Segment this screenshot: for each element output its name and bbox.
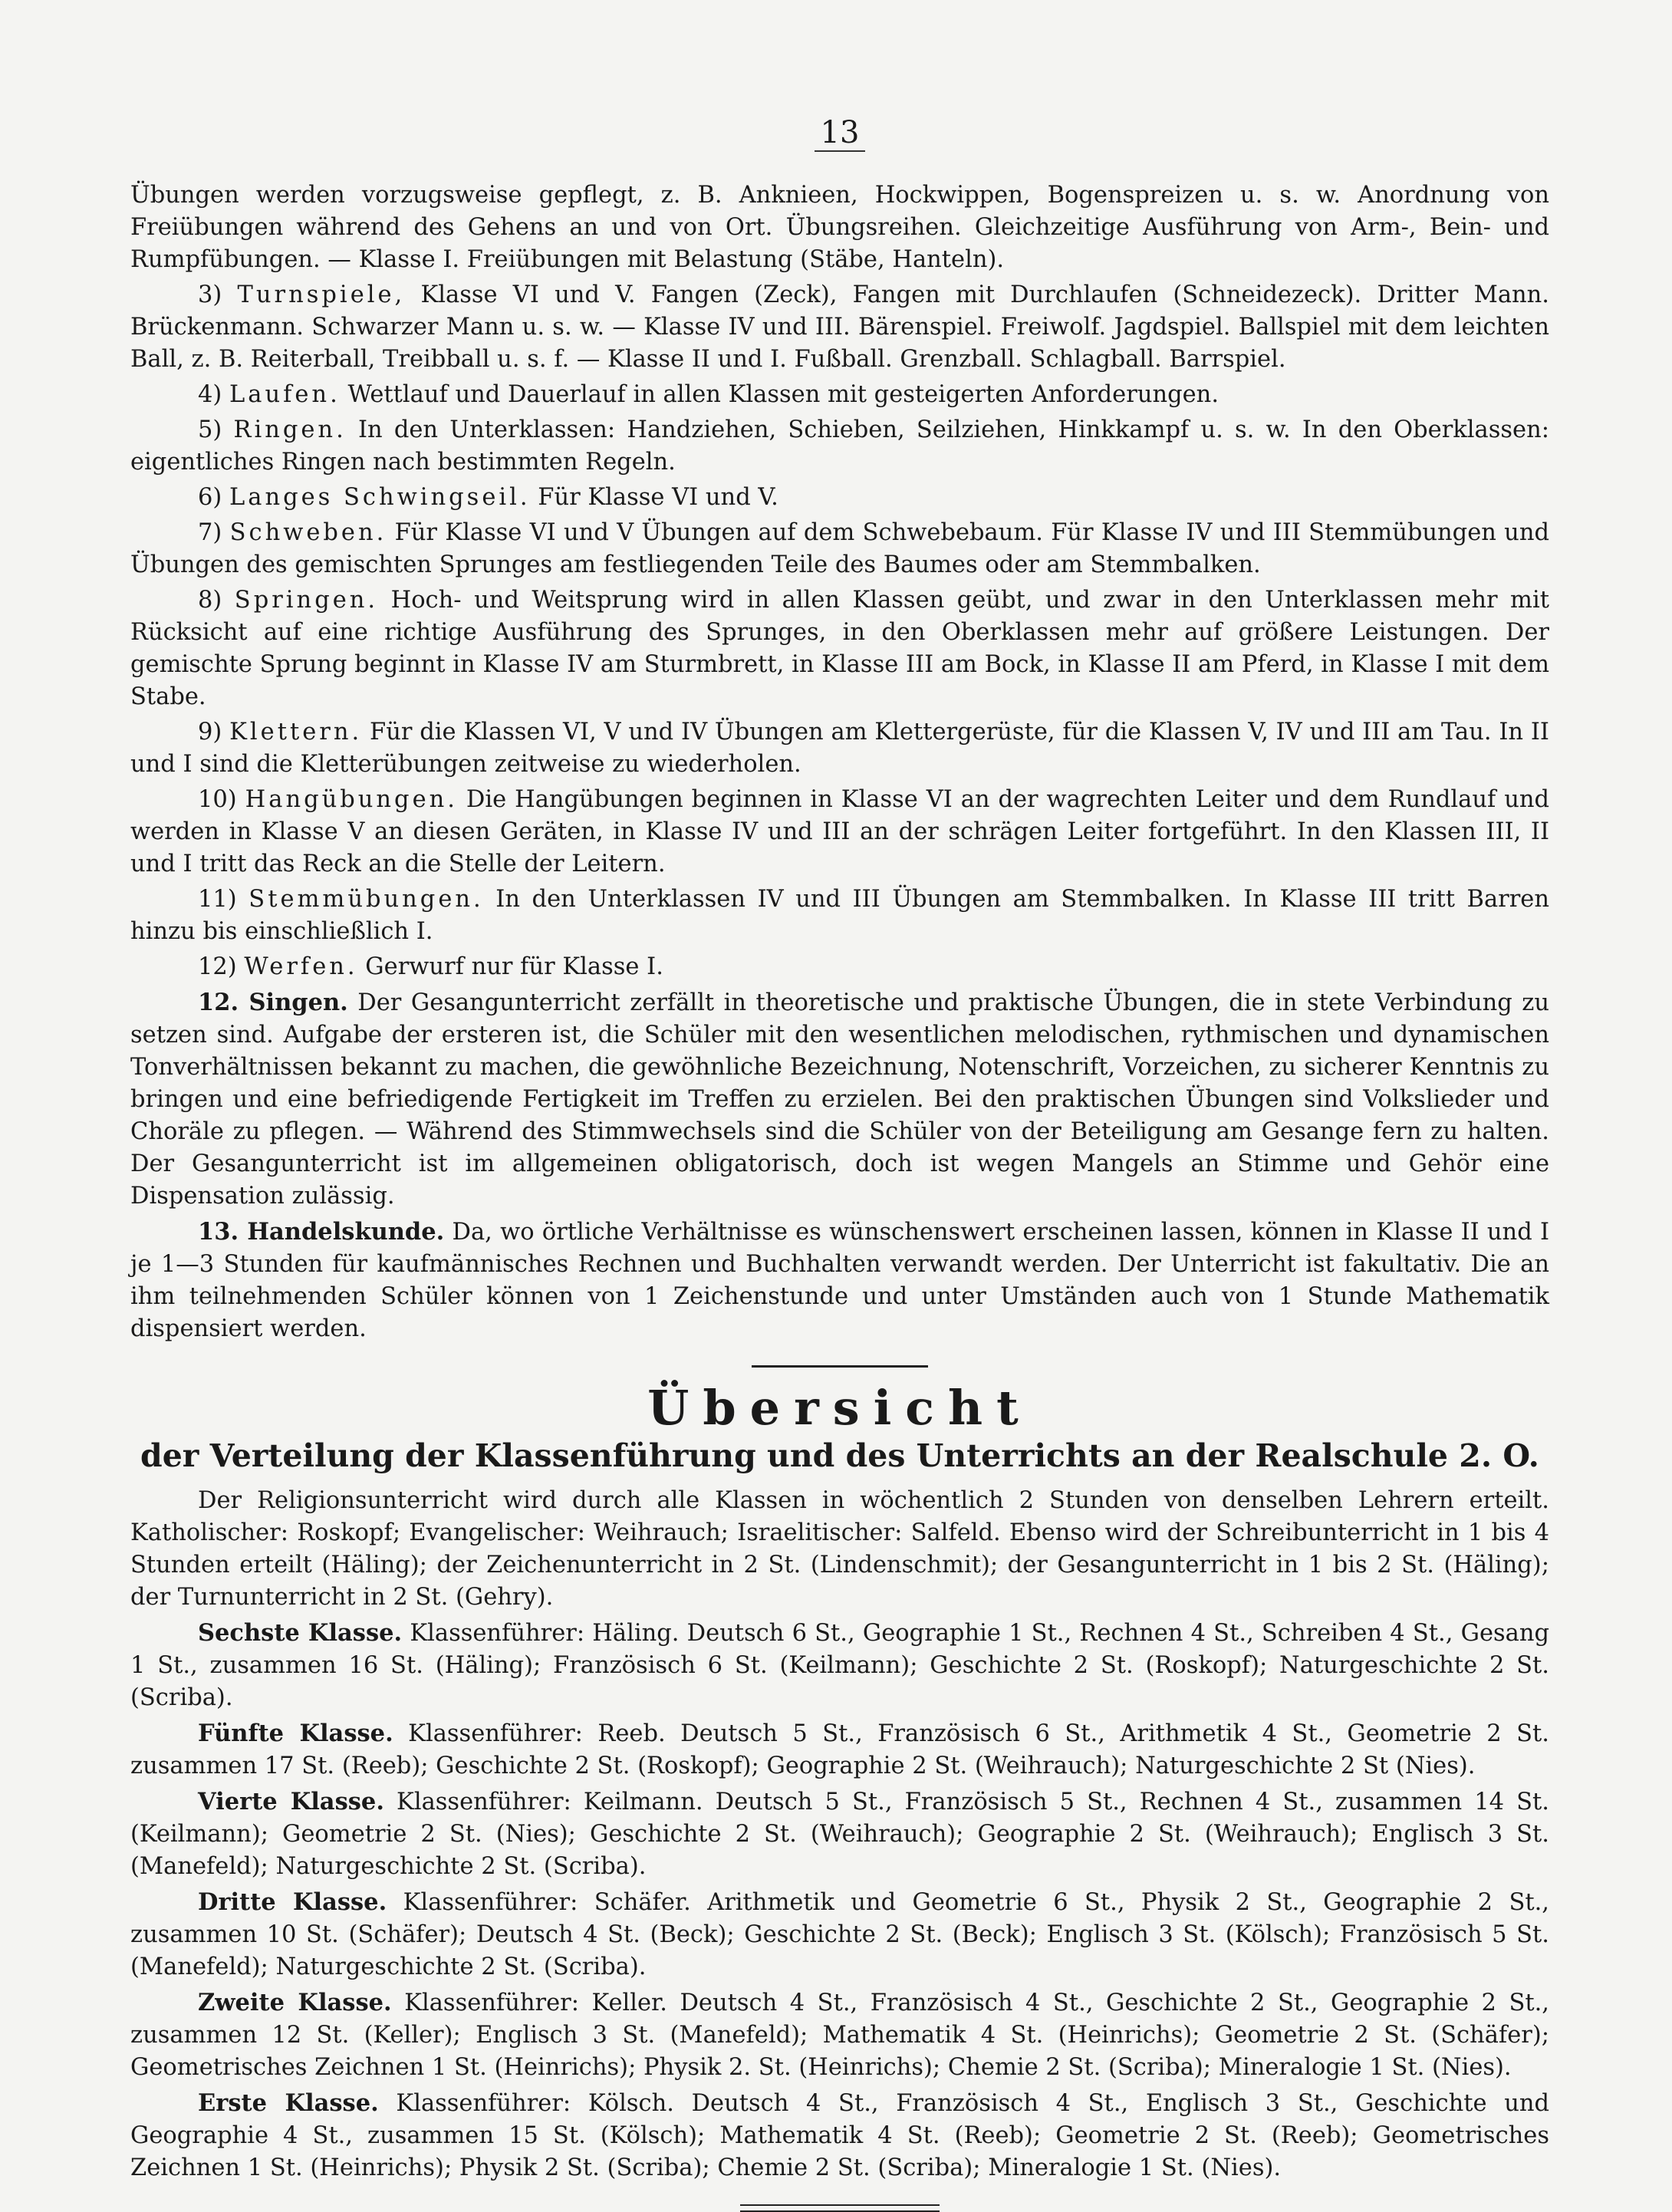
list-item: 9) Klettern. Für die Klassen VI, V und IV Übungen am Klettergerüste, für die Klassen V, IV und III am Tau. In II und I sind die Kletterübungen zeitweise zu wiederholen. bbox=[130, 719, 1549, 778]
overview-subheading: der Verteilung der Klassenführung und des Unterrichts an der Realschule 2. O. bbox=[140, 1437, 1539, 1474]
section-singing: 12. Singen. Der Gesangunterricht zerfällt in theoretische und praktische Übungen, die in stete Verbindung zu setzen sind. Aufgabe der ersteren ist, die Schüler mit den wesentlichen melodischen, rythmischen und dynamischen Tonverhältnissen bekannt zu machen, die gewöhnliche Bezeichnung, Notenschrift, Vorzeichen, zu sicherer Kenntnis zu bringen und eine befriedigende Fertigkeit im Treffen zu erzielen. Bei den praktischen Übungen sind Volkslieder und Choräle zu pflegen. — Während des Stimmwechsels sind die Schüler von der Beteiligung am Gesange fern zu halten. Der Gesangunterricht ist im allgemeinen obligatorisch, doch ist wegen Mangels an Stimme und Gehör eine Dispensation zulässig. bbox=[130, 989, 1549, 1210]
list-item: 12) Werfen. Gerwurf nur für Klasse I. bbox=[198, 953, 663, 980]
list-item: 8) Springen. Hoch- und Weitsprung wird in allen Klassen geübt, und zwar in den Unterklassen mehr mit Rücksicht auf eine richtige Ausführung des Sprunges, in den Oberklassen mehr auf größere Leistungen. Der gemischte Sprung beginnt in Klasse IV am Sturmbrett, in Klasse III am Bock, in Klasse II am Pferd, in Klasse I mit dem Stabe. bbox=[130, 587, 1549, 710]
intro-continuation: Übungen werden vorzugsweise gepflegt, z. B. Anknieen, Hockwippen, Bogenspreizen u. s. w. Anordnung von Freiübungen während des Gehens an und von Ort. Übungsreihen. Gleichzeitige Ausführung von Arm-, Bein- und Rumpfübungen. — Klasse I. Freiübungen mit Belastung (Stäbe, Hanteln). bbox=[130, 182, 1549, 273]
class-entry: Zweite Klasse. Klassenführer: Keller. Deutsch 4 St., Französisch 4 St., Geschichte 2 St., Geographie 2 St., zusammen 12 St. (Keller); Englisch 3 St. (Manefeld); Mathematik 4 St. (Heinrichs); Geometrie 2 St. (Schäfer); Geometrisches Zeichnen 1 St. (Heinrichs); Physik 2. St. (Heinrichs); Chemie 2 St. (Scriba); Mineralogie 1 St. (Nies). bbox=[130, 1989, 1550, 2081]
overview-intro: Der Religionsunterricht wird durch alle Klassen in wöchentlich 2 Stunden von denselben Lehrern erteilt. Katholischer: Roskopf; Evangelischer: Weihrauch; Israelitischer: Salfeld. Ebenso wird der Schreibunterricht in 1 bis 4 Stunden erteilt (Häling); der Zeichenunterricht in 2 St. (Lindenschmit); der Gesangunterricht in 1 bis 2 St. (Häling); der Turnunterricht in 2 St. (Gehry). bbox=[130, 1487, 1549, 1611]
end-divider bbox=[740, 2204, 940, 2212]
list-item: 7) Schweben. Für Klasse VI und V Übungen auf dem Schwebebaum. Für Klasse IV und III Stemmübungen und Übungen des gemischten Sprunges am festliegenden Teile des Baumes oder am Stemmbalken. bbox=[130, 519, 1549, 578]
turn-items bbox=[130, 279, 1549, 983]
class-entry: Erste Klasse. Klassenführer: Kölsch. Deutsch 4 St., Französisch 4 St., Englisch 3 St., Geschichte und Geographie 4 St., zusammen 15 St. (Kölsch); Mathematik 4 St. (Reeb); Geometrie 2 St. (Reeb); Geometrisches Zeichnen 1 St. (Heinrichs); Physik 2 St. (Scriba); Chemie 2 St. (Scriba); Mineralogie 1 St. (Nies). bbox=[130, 2089, 1550, 2181]
list-item: 4) Laufen. Wettlauf und Dauerlauf in allen Klassen mit gesteigerten Anforderungen. bbox=[198, 381, 1219, 408]
section-commerce: 13. Handelskunde. Da, wo örtliche Verhältnisse es wünschenswert erscheinen lassen, können in Klasse II und I je 1—3 Stunden für kaufmännisches Rechnen und Buchhalten verwandt werden. Der Unterricht ist fakultativ. Die an ihm teilnehmenden Schüler können von 1 Zeichenstunde und unter Umständen auch von 1 Stunde Mathematik dispensiert werden. bbox=[130, 1218, 1549, 1342]
class-list bbox=[130, 1617, 1549, 2184]
overview-heading: Übersicht bbox=[647, 1380, 1032, 1436]
list-item: 11) Stemmübungen. In den Unterklassen IV und III Übungen am Stemmbalken. In Klasse III tritt Barren hinzu bis einschließlich I. bbox=[130, 886, 1549, 945]
class-entry: Vierte Klasse. Klassenführer: Keilmann. Deutsch 5 St., Französisch 5 St., Rechnen 4 St., zusammen 14 St. (Keilmann); Geometrie 2 St. (Nies); Geschichte 2 St. (Weihrauch); Geographie 2 St. (Weihrauch); Englisch 3 St. (Manefeld); Naturgeschichte 2 St. (Scriba). bbox=[130, 1788, 1549, 1880]
page-number: 13 bbox=[130, 115, 1549, 150]
list-item: 6) Langes Schwingseil. Für Klasse VI und V. bbox=[198, 484, 778, 511]
list-item: 5) Ringen. In den Unterklassen: Handziehen, Schieben, Seilziehen, Hinkkampf u. s. w. In den Oberklassen: eigentliches Ringen nach bestimmten Regeln. bbox=[130, 416, 1550, 476]
class-entry: Dritte Klasse. Klassenführer: Schäfer. Arithmetik und Geometrie 6 St., Physik 2 St., Geographie 2 St., zusammen 10 St. (Schäfer); Deutsch 4 St. (Beck); Geschichte 2 St. (Beck); Englisch 3 St. (Kölsch); Französisch 5 St. (Manefeld); Naturgeschichte 2 St. (Scriba). bbox=[130, 1888, 1549, 1980]
class-entry: Fünfte Klasse. Klassenführer: Reeb. Deutsch 5 St., Französisch 6 St., Arithmetik 4 St., Geometrie 2 St. zusammen 17 St. (Reeb); Geschichte 2 St. (Roskopf); Geographie 2 St. (Weihrauch); Naturgeschichte 2 St (Nies). bbox=[130, 1720, 1549, 1779]
document-page bbox=[130, 115, 1549, 2212]
list-item: 3) Turnspiele, Klasse VI und V. Fangen (Zeck), Fangen mit Durchlaufen (Schneidezeck). Dritter Mann. Brückenmann. Schwarzer Mann u. s. w. — Klasse IV und III. Bärenspiel. Freiwolf. Jagdspiel. Ballspiel mit dem leichten Ball, z. B. Reiterball, Treibball u. s. f. — Klasse II und I. Fußball. Grenzball. Schlagball. Barrspiel. bbox=[130, 281, 1549, 373]
list-item: 10) Hangübungen. Die Hangübungen beginnen in Klasse VI an der wagrechten Leiter und dem Rundlauf und werden in Klasse V an diesen Geräten, in Klasse IV und III an der schrägen Leiter fortgeführt. In den Klassen III, II und I tritt das Reck an die Stelle der Leitern. bbox=[130, 786, 1550, 877]
class-entry: Sechste Klasse. Klassenführer: Häling. Deutsch 6 St., Geographie 1 St., Rechnen 4 St., Schreiben 4 St., Gesang 1 St., zusammen 16 St. (Häling); Französisch 6 St. (Keilmann); Geschichte 2 St. (Roskopf); Naturgeschichte 2 St. (Scriba). bbox=[130, 1619, 1549, 1711]
divider bbox=[752, 1365, 928, 1368]
